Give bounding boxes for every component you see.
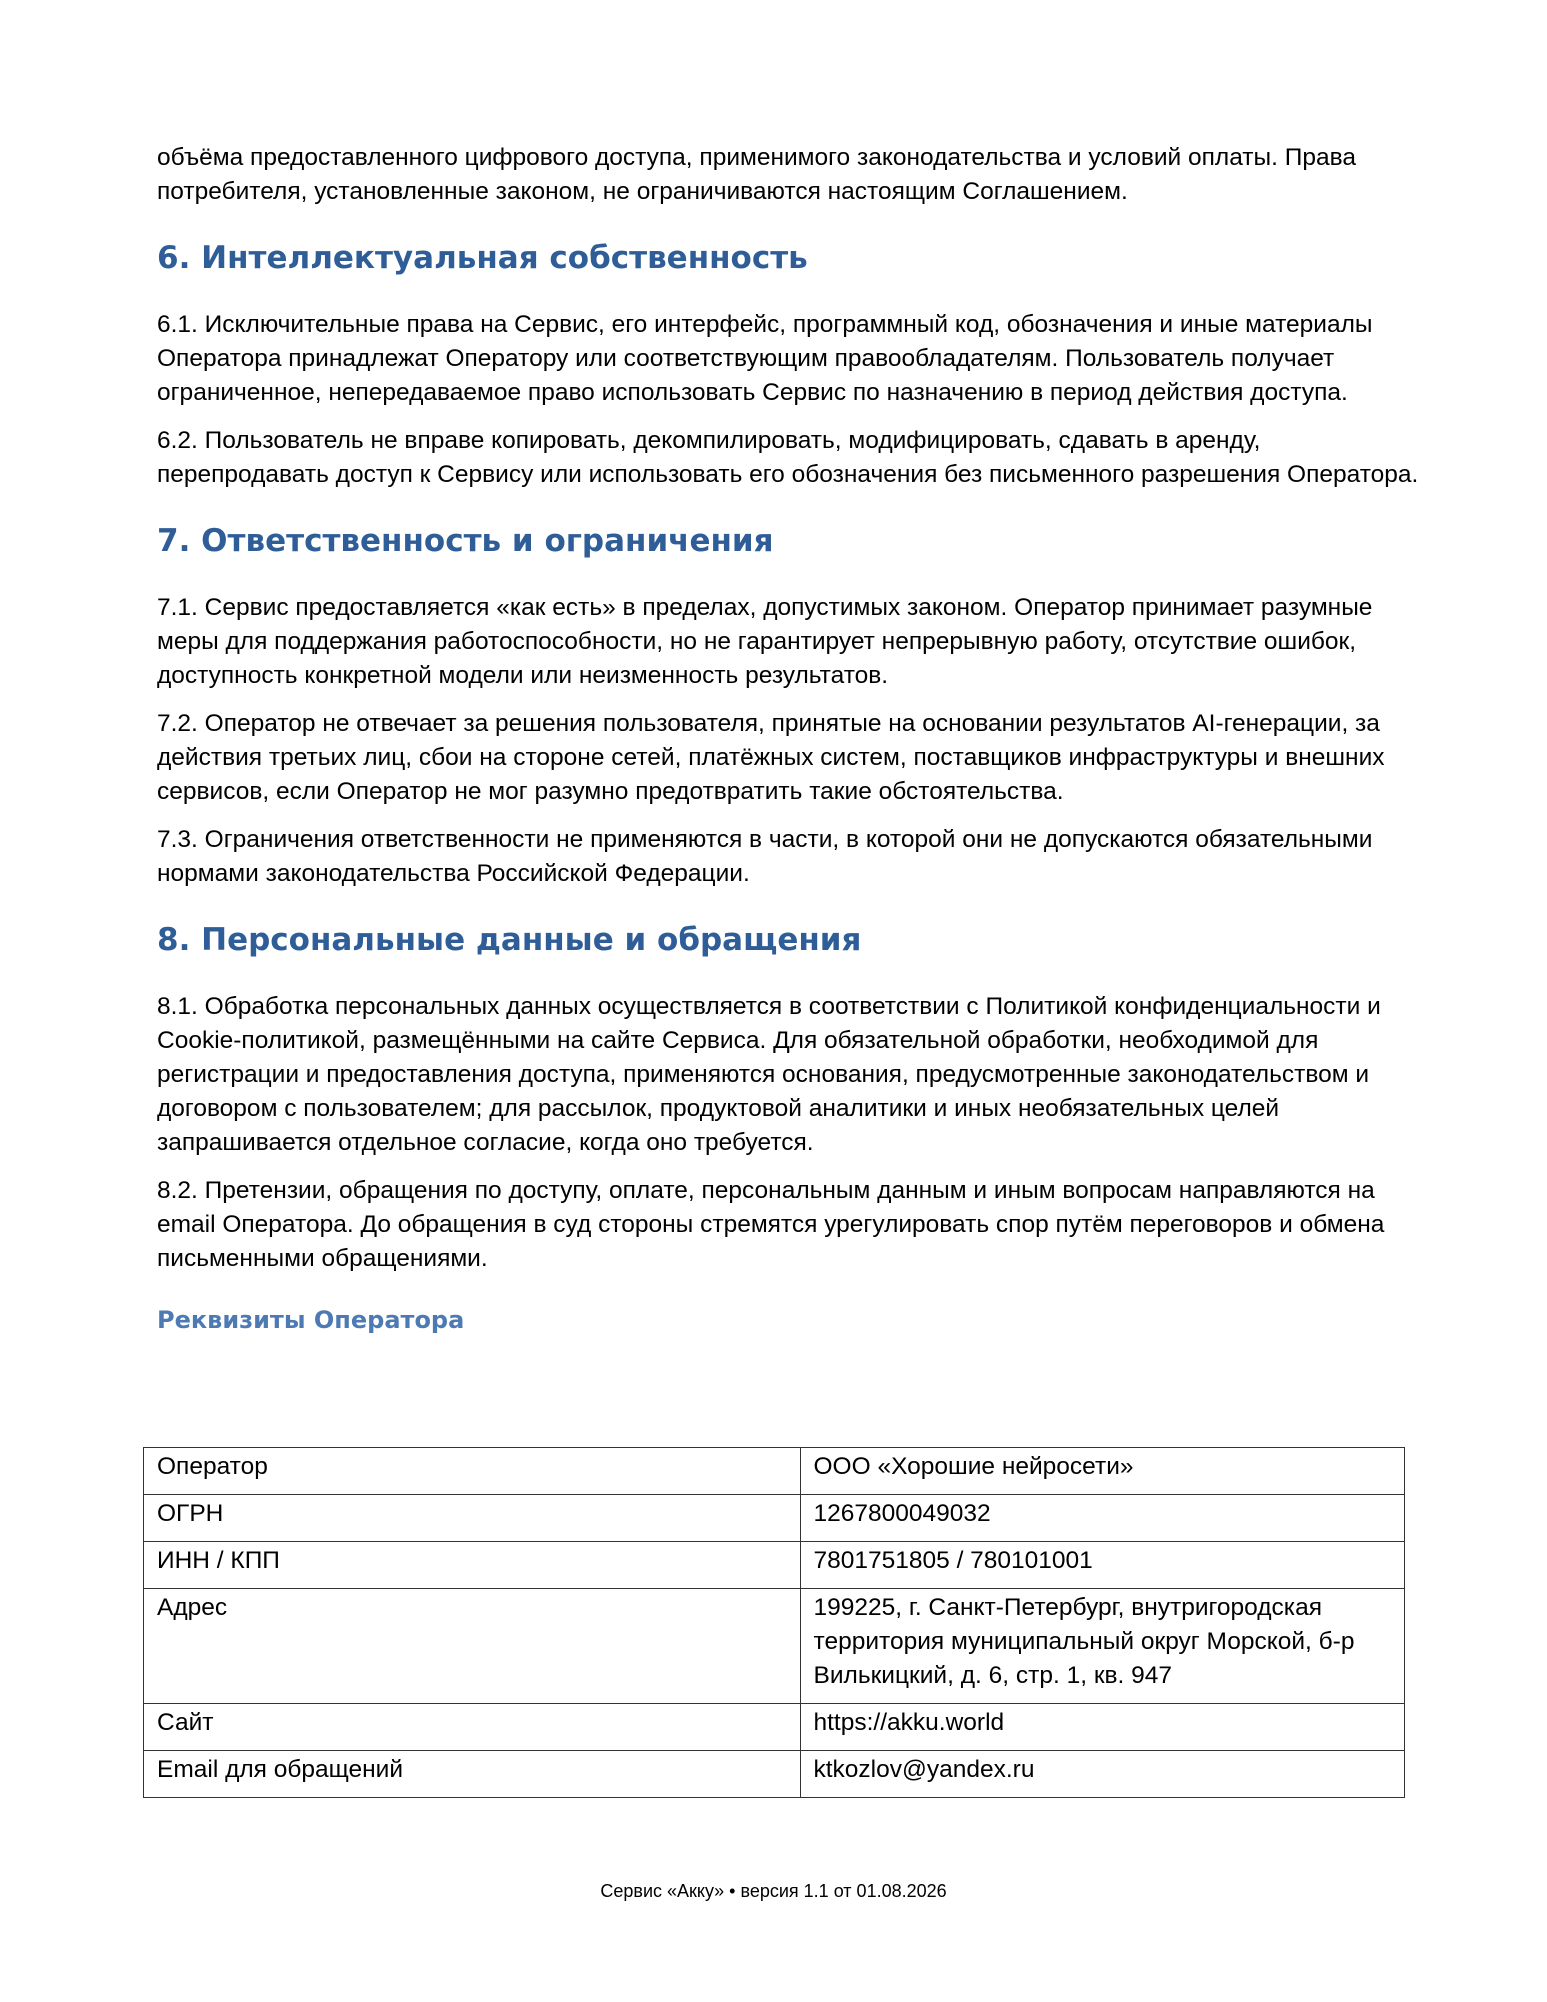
intro-paragraph: объёма предоставленного цифрового доступа, применимого законодательства и условий оплаты. Права потребителя, установленные законом, не ограничиваются настоящим Соглашением.: [157, 144, 1356, 205]
table-cell-label: Email для обращений: [144, 1751, 801, 1798]
table-cell-label: Сайт: [144, 1704, 801, 1751]
table-cell-label: ИНН / КПП: [144, 1542, 801, 1589]
table-cell-value: 1267800049032: [800, 1495, 1405, 1542]
table-cell-value: 199225, г. Санкт-Петербург, внутригородская территория муниципальный округ Морской, б-р Вилькицкий, д. 6, стр. 1, кв. 947: [800, 1589, 1405, 1704]
table-row: [144, 1495, 1405, 1542]
paragraph-6-1: 6.1. Исключительные права на Сервис, его интерфейс, программный код, обозначения и иные материалы Оператора принадлежат Оператору или соответствующим правообладателям. Пользователь получает ограниченное, непередаваемое право использовать Сервис по назначению в период действия доступа.: [157, 311, 1373, 406]
section-8-title: 8. Персональные данные и обращения: [157, 922, 862, 958]
section-6-title: 6. Интеллектуальная собственность: [157, 240, 808, 276]
table-cell-value: ООО «Хорошие нейросети»: [800, 1448, 1405, 1495]
page-footer: Сервис «Акку» • версия 1.1 от 01.08.2026: [600, 1881, 947, 1901]
requisites-title: Реквизиты Оператора: [157, 1306, 465, 1334]
email-link[interactable]: ktkozlov@yandex.ru: [800, 1751, 1405, 1798]
paragraph-7-3: 7.3. Ограничения ответственности не применяются в части, в которой они не допускаются обязательными нормами законодательства Российской Федерации.: [157, 826, 1373, 887]
table-cell-label: Адрес: [144, 1589, 801, 1704]
table-row: [144, 1589, 1405, 1704]
table-row: [144, 1448, 1405, 1495]
paragraph-7-2: 7.2. Оператор не отвечает за решения пользователя, принятые на основании результатов AI-генерации, за действия третьих лиц, сбои на стороне сетей, платёжных систем, поставщиков инфраструктуры и внешних сервисов, если Оператор не мог разумно предотвратить такие обстоятельства.: [157, 710, 1385, 805]
table-row: [144, 1751, 1405, 1798]
section-7-title: 7. Ответственность и ограничения: [157, 523, 774, 559]
table-cell-value: 7801751805 / 780101001: [800, 1542, 1405, 1589]
table-cell-label: ОГРН: [144, 1495, 801, 1542]
table-cell-label: Оператор: [144, 1448, 801, 1495]
requisites-table: [143, 1447, 1405, 1798]
paragraph-8-2: 8.2. Претензии, обращения по доступу, оплате, персональным данным и иным вопросам направляются на email Оператора. До обращения в суд стороны стремятся урегулировать спор путём переговоров и обмена письменными обращениями.: [157, 1177, 1385, 1272]
paragraph-6-2: 6.2. Пользователь не вправе копировать, декомпилировать, модифицировать, сдавать в аренду, перепродавать доступ к Сервису или использовать его обозначения без письменного разрешения Оператора.: [157, 427, 1419, 488]
table-row: [144, 1542, 1405, 1589]
paragraph-8-1: 8.1. Обработка персональных данных осуществляется в соответствии с Политикой конфиденциальности и Cookie-политикой, размещёнными на сайте Сервиса. Для обязательной обработки, необходимой для регистрации и предоставления доступа, применяются основания, предусмотренные законодательством и договором с пользователем; для рассылок, продуктовой аналитики и иных необязательных целей запрашивается отдельное согласие, когда оно требуется.: [157, 993, 1381, 1156]
paragraph-7-1: 7.1. Сервис предоставляется «как есть» в пределах, допустимых законом. Оператор принимает разумные меры для поддержания работоспособности, но не гарантирует непрерывную работу, отсутствие ошибок, доступность конкретной модели или неизменность результатов.: [157, 594, 1373, 689]
table-row: [144, 1704, 1405, 1751]
website-link[interactable]: https://akku.world: [800, 1704, 1405, 1751]
document-page: [157, 141, 1419, 1356]
